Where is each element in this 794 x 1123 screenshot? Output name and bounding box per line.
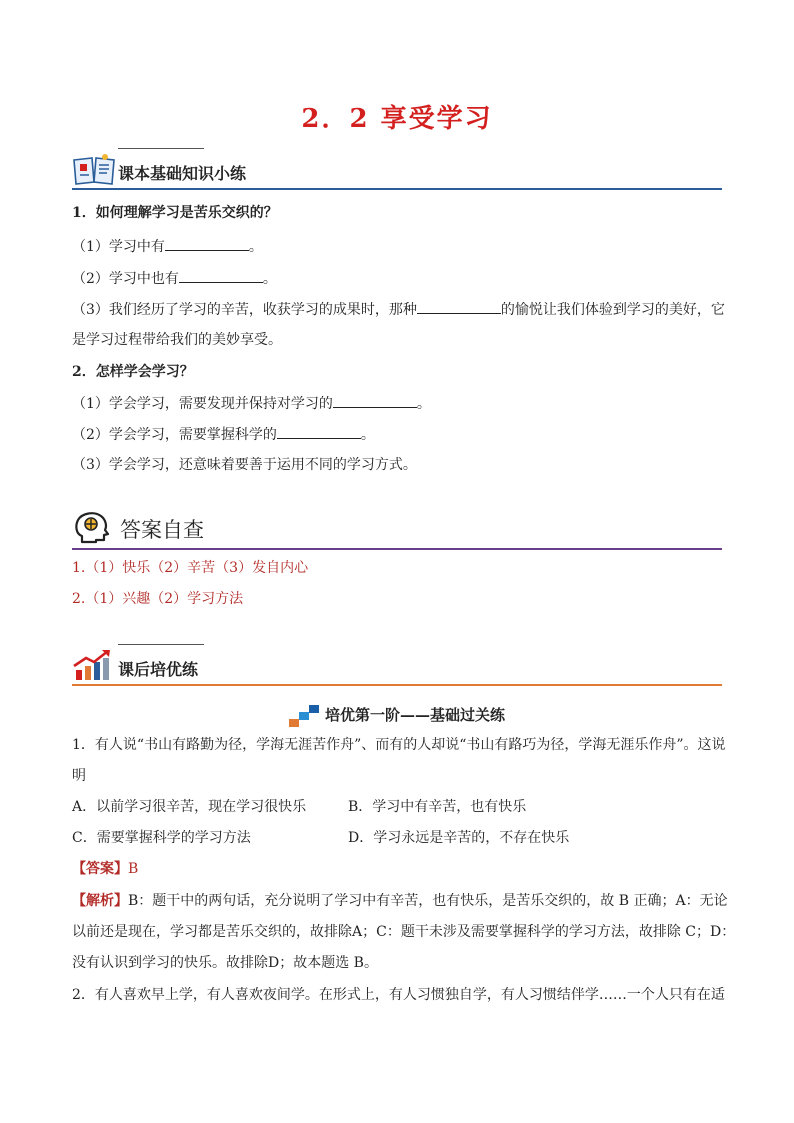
answer-row — [72, 859, 722, 879]
section-header-basic — [72, 148, 722, 190]
option-b: B．学习中有辛苦，也有快乐 — [348, 799, 527, 815]
section-header-after-class — [72, 644, 722, 686]
answer-line: 2.（1）兴趣（2）学习方法 — [72, 591, 244, 607]
option-a: A．以前学习很辛苦，现在学习很快乐 — [72, 799, 307, 815]
question-stem: 1．如何理解学习是苦乐交织的？ — [72, 205, 278, 221]
option-d: D．学习永远是辛苦的，不存在快乐 — [348, 830, 570, 846]
answer-value: B — [128, 861, 139, 877]
section-header-answers — [72, 508, 722, 550]
analysis-tag: 【解析】 — [72, 893, 128, 909]
answer-tag: 【答案】 — [72, 861, 128, 877]
stairs-icon — [289, 705, 319, 727]
question-stem: 2．怎样学会学习？ — [72, 364, 194, 380]
analysis-line: 没有认识到学习的快乐。故排除D；故本题选 B。 — [72, 955, 378, 971]
analysis-line: 以前还是现在，学习都是苦乐交织的，故排除A；C：题干未涉及需要掌握科学的学习方法，故排除 C；D： — [72, 924, 736, 940]
answer-line: 1.（1）快乐（2）辛苦（3）发自内心 — [72, 560, 309, 576]
answer-blank — [333, 393, 417, 408]
answer-blank — [179, 268, 263, 283]
thinking-head-icon — [72, 510, 116, 544]
section-label: 答案自查 — [120, 518, 204, 542]
section-label: 课后培优练 — [118, 660, 199, 679]
fill-blank-line: （2）学会学习，需要掌握科学的 。 — [72, 424, 722, 445]
open-book-icon — [72, 152, 116, 186]
fill-blank-line: （1）学习中有 。 — [72, 236, 722, 257]
section-label: 课本基础知识小练 — [118, 164, 247, 183]
stage-title: 培优第一阶——基础过关练 — [0, 704, 794, 727]
question-stem: 2．有人喜欢早上学，有人喜欢夜间学。在形式上，有人习惯独自学，有人习惯结伴学……一个人只有在适 — [72, 987, 725, 1003]
analysis-row: 【解析】B：题干中的两句话，充分说明了学习中有辛苦，也有快乐，是苦乐交织的，故 B 正确；A：无论 — [72, 893, 728, 909]
page-title: 2．2 享受学习 — [301, 104, 493, 134]
answer-blank — [165, 236, 249, 251]
question-stem: 1．有人说“书山有路勤为径，学海无涯苦作舟”、而有的人却说“书山有路巧为径，学海无涯乐作舟”。这说 — [72, 737, 726, 753]
answer-blank — [277, 424, 361, 439]
answer-blank — [417, 299, 501, 314]
text-line: 是学习过程带给我们的美妙享受。 — [72, 332, 282, 348]
text-line: （3）学会学习，还意味着要善于运用不同的学习方式。 — [72, 457, 417, 473]
rising-chart-icon — [72, 648, 116, 682]
question-stem: 明 — [72, 768, 86, 784]
fill-blank-line: （1）学会学习，需要发现并保持对学习的 。 — [72, 393, 722, 414]
fill-blank-line: （2）学习中也有 。 — [72, 268, 722, 289]
option-c: C．需要掌握科学的学习方法 — [72, 830, 251, 846]
fill-blank-line: （3）我们经历了学习的辛苦，收获学习的成果时，那种 的愉悦让我们体验到学习的美好，它 — [72, 299, 722, 320]
